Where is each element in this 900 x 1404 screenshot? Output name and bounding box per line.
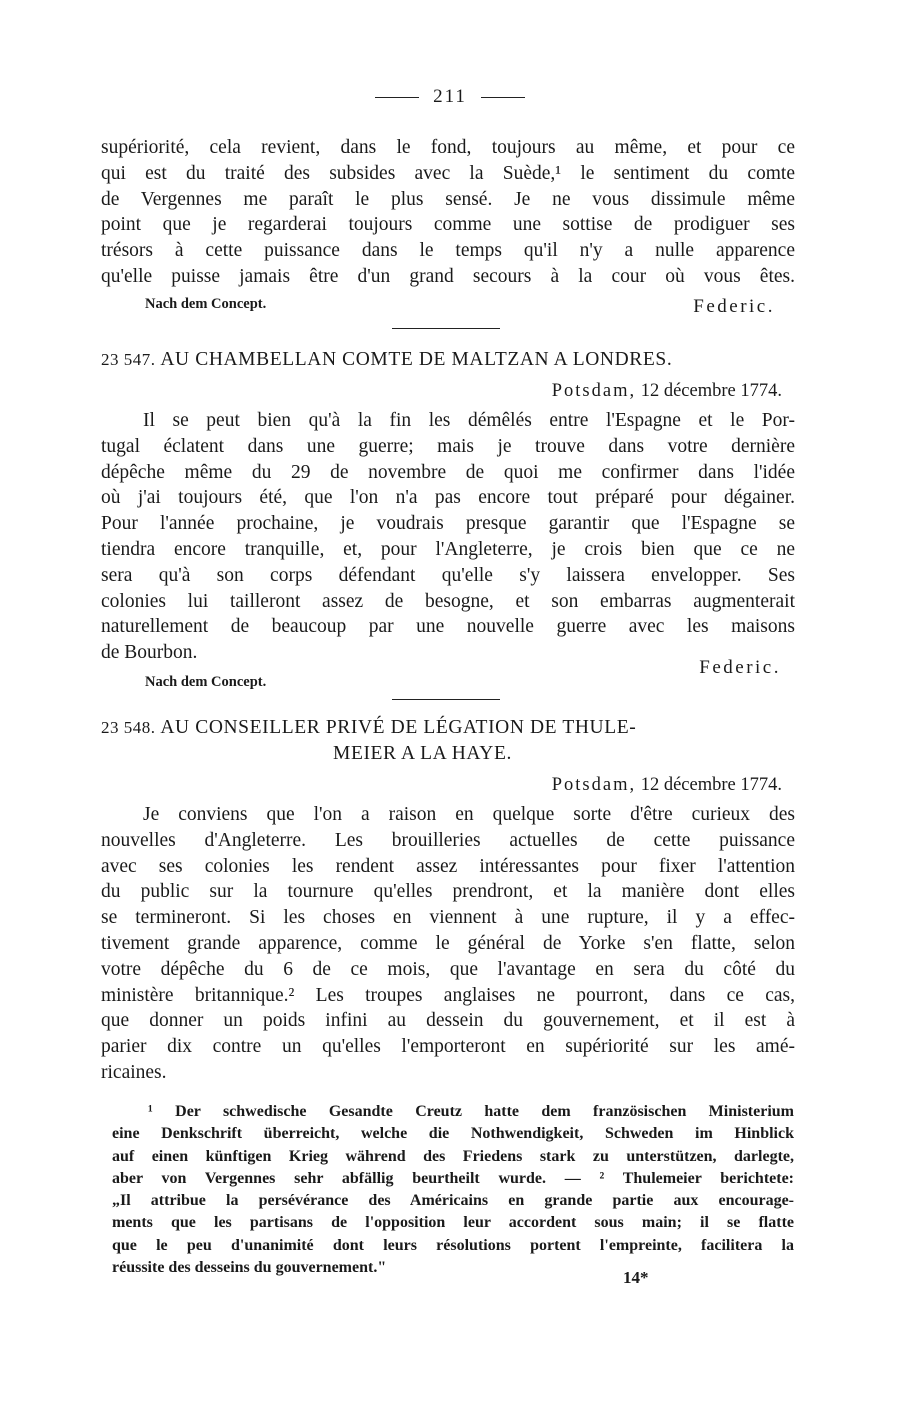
page-header [0,86,900,108]
letter-body [101,408,795,666]
footnote-line: réussite des desseins du gouvernement." [112,1259,387,1277]
page-number: 211 [433,86,467,107]
text-line: que donner un poids infini au dessein du gouvernement, et il est à [101,1010,795,1032]
text-line: supériorité, cela revient, dans le fond, toujours au même, et pour ce [101,137,795,158]
text-line: sera qu'à son corps défendant qu'elle s'y laissera envelopper. Ses [101,564,795,586]
letter-place: Potsdam, [551,381,637,401]
footnote-line: eine Denkschrift überreicht, welche die Nothwendigkeit, Schweden im Hinblick [112,1125,794,1143]
text-line: naturellement de beaucoup par une nouvelle guerre avec les maisons [101,616,795,638]
letter-date: 12 décembre 1774. [640,381,782,401]
letter-title-cont: MEIER A LA HAYE. [333,743,512,764]
text-line: ricaines. [101,1061,167,1083]
header-rule-right [481,97,525,98]
text-line: Je conviens que l'on a raison en quelque sorte d'être curieux des [143,804,795,825]
text-line: tiendra encore tranquille, et, pour l'Angleterre, je crois bien que ce ne [101,538,795,560]
letter-number: 23 547. [101,350,156,369]
section-divider [392,699,500,700]
text-line: se termineront. Si les choses en viennent à une rupture, il y a effec- [101,907,795,929]
footnote-line: auf einen künftigen Krieg während des Friedens stark zu unterstützen, darlegte, [112,1147,794,1165]
signature: Federic. [699,657,781,678]
letter-place: Potsdam, [551,775,637,795]
section-divider [392,328,500,329]
text-line: qui est du traité des subsides avec la Suède,¹ le sentiment du comte [101,162,795,184]
letter-title: AU CHAMBELLAN COMTE DE MALTZAN A LONDRES. [160,349,673,370]
letter-dateline [552,381,782,402]
text-line: Il se peut bien qu'à la fin les démêlés entre l'Espagne et le Por- [143,410,795,431]
text-line: du public sur la tournure qu'elles prendront, et la manière dont elles [101,881,795,903]
text-line: qu'elle puisse jamais être d'un grand secours à la cour où vous êtes. [101,265,795,287]
text-line: de Bourbon. [101,642,198,664]
text-line: nouvelles d'Angleterre. Les brouilleries actuelles de cette puissance [101,829,795,851]
letter-dateline [552,775,782,796]
letter-body [101,802,795,1086]
footnote-line: que le peu d'unanimité dont leurs résolutions portent l'empreinte, facilitera la [112,1236,794,1254]
letter-source-row [145,674,775,700]
letter-date: 12 décembre 1774. [640,775,782,795]
header-rule-left [375,97,419,98]
text-line: tugal éclatent dans une guerre; mais je trouve dans votre dernière [101,435,795,457]
continuation-text [101,135,795,290]
source-note: Nach dem Concept. [145,296,267,312]
text-line: trésors à cette puissance dans le temps qu'il n'y a nulle apparence [101,240,795,262]
letter-heading [101,717,791,739]
text-line: avec ses colonies les rendent assez intéressantes pour fixer l'attention [101,855,795,877]
text-line: votre dépêche du 6 de ce mois, que l'avantage en sera du côté du [101,958,795,980]
letter-title: AU CONSEILLER PRIVÉ DE LÉGATION DE THULE- [160,717,637,738]
text-line: tivement grande apparence, comme le général de Yorke s'en flatte, selon [101,932,795,954]
text-line: parier dix contre un qu'elles l'emporteront en supériorité sur les amé- [101,1036,795,1058]
letter-number: 23 548. [101,718,156,737]
text-line: où j'ai toujours été, que l'on n'a pas encore tout préparé pour dégainer. [101,487,795,509]
text-line: Pour l'année prochaine, je voudrais presque garantir que l'Espagne se [101,513,795,535]
footnote-line: „Il attribue la persévérance des Américains en grande partie aux encourage- [112,1192,794,1210]
text-line: ministère britannique.² Les troupes anglaises ne pourront, dans ce cas, [101,984,795,1006]
letter-heading [101,349,791,371]
footnote-line: ¹ Der schwedische Gesandte Creutz hatte dem französischen Ministerium [148,1103,794,1120]
source-note: Nach dem Concept. [145,674,267,690]
continuation-closing [145,296,775,322]
signature: Federic. [693,296,775,317]
text-line: colonies lui tailleront assez de besogne, et son embarras augmenterait [101,590,795,612]
signature-mark: 14* [623,1268,649,1287]
footnotes [112,1101,794,1279]
footnote-line: ments que les partisans de l'opposition leur accordent sous main; il se flatte [112,1214,794,1232]
text-line: dépêche même du 29 de novembre de quoi me confirmer dans l'idée [101,461,795,483]
footnote-line: aber von Vergennes sehr abfällig beurtheilt wurde. — ² Thulemeier berichtete: [112,1169,794,1187]
text-line: point que je regarderai toujours comme une sottise de prodiguer ses [101,214,795,236]
letter-heading-cont [333,743,633,765]
text-line: de Vergennes me paraît le plus sensé. Je ne vous dissimule même [101,188,795,210]
